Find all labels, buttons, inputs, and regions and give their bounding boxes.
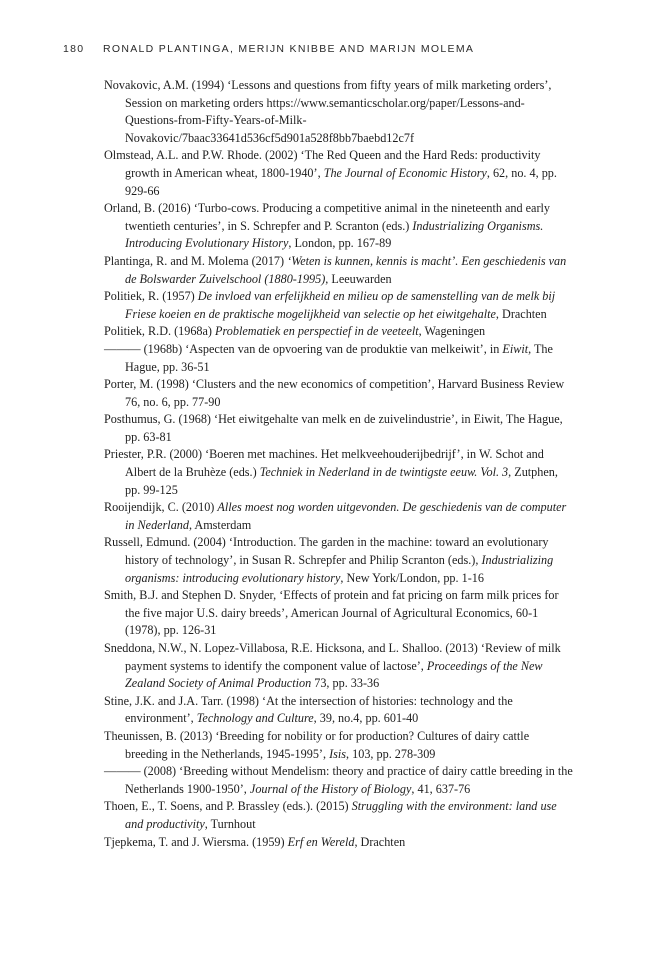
reference-title-italic: De invloed van erfelijkheid en milieu op de samenstelling van de melk bij Friese koeien en de praktische mogelijkheid van selectie op het eiwitgehalte xyxy=(125,289,556,321)
running-head-authors: RONALD PLANTINGA, MERIJN KNIBBE AND MARIJN MOLEMA xyxy=(103,43,475,55)
running-head xyxy=(63,43,623,55)
reference-text: , Turnhout xyxy=(204,816,256,831)
reference-text: , Leeuwarden xyxy=(325,271,392,286)
reference-title-italic: Struggling with the environment: land use and productivity xyxy=(125,799,557,831)
reference-text: , New York/London, pp. 1-16 xyxy=(340,570,484,585)
reference-text: 73, pp. 33-36 xyxy=(311,676,380,691)
reference-text: Politiek, R.D. (1968a) xyxy=(104,324,216,339)
reference-text: , 39, no.4, pp. 601-40 xyxy=(313,711,419,726)
reference-text: Rooijendijk, C. (2010) xyxy=(104,500,218,515)
reference-entry xyxy=(104,288,574,323)
reference-title-italic: Industrializing Organisms. Introducing Evolutionary History xyxy=(125,218,544,251)
reference-text: Theunissen, B. (2013) ‘Breeding for nobility or for production? Cultures of dairy cattle breeding in the Netherlands, 1945-1995’, xyxy=(104,728,530,761)
reference-text: , 103, pp. 278-309 xyxy=(346,746,436,761)
reference-entry xyxy=(104,411,574,446)
reference-text: Orland, B. (2016) ‘Turbo-cows. Producing a competitive animal in the nineteenth and early twentieth centuries’, in S. Schrepfer and P. Scranton (eds.) xyxy=(104,201,550,233)
reference-title-italic: Techniek in Nederland in de twintigste eeuw. Vol. 3 xyxy=(259,465,509,480)
reference-entry xyxy=(104,77,574,147)
reference-title-italic: Alles moest nog worden uitgevonden. De geschiedenis van de computer in Nederland xyxy=(125,500,567,532)
reference-text: Novakovic, A.M. (1994) ‘Lessons and questions from fifty years of milk marketing orders’, Session on marketing orders https://www.semanticscholar.org/paper/Lessons-and-Questions-from-Fifty-Years-of-Milk-Novakovic/7baac33641d536cf5d901a528f8bb7baebd12c7f xyxy=(104,78,552,145)
reference-text: , Drachten xyxy=(495,306,547,321)
reference-entry xyxy=(104,499,574,534)
reference-text: Thoen, E., T. Soens, and P. Brassley (eds.). (2015) xyxy=(104,799,352,814)
reference-title-italic: Isis xyxy=(329,746,347,761)
reference-title-italic: Eiwit xyxy=(502,341,529,356)
reference-title-italic: Proceedings of the New Zealand Society of Animal Production xyxy=(125,658,543,691)
reference-entry xyxy=(104,147,574,200)
reference-title-italic: The Journal of Economic History xyxy=(323,165,487,180)
reference-entry xyxy=(104,834,574,852)
reference-title-italic: Erf en Wereld xyxy=(287,834,355,849)
reference-entry xyxy=(104,763,574,798)
reference-entry xyxy=(104,376,574,411)
reference-entry xyxy=(104,323,574,341)
reference-title-italic: ‘Weten is kunnen, kennis is macht’. Een geschiedenis van de Bolswarder Zuivelschool (1880-1995) xyxy=(125,253,567,286)
reference-title-italic: Technology and Culture xyxy=(196,711,314,726)
reference-text: Smith, B.J. and Stephen D. Snyder, ‘Effects of protein and fat pricing on farm milk prices for the five major U.S. dairy breeds’, American Journal of Agricultural Economics, 60-1 (1978), pp. 126-31 xyxy=(104,588,559,638)
reference-text: Russell, Edmund. (2004) ‘Introduction. The garden in the machine: toward an evolutionary history of technology’, in Susan R. Schrepfer and Philip Scranton (eds.), xyxy=(104,535,549,568)
reference-text: , Amsterdam xyxy=(188,517,252,532)
reference-text: Politiek, R. (1957) xyxy=(104,289,198,304)
reference-text: ——— (2008) ‘Breeding without Mendelism: theory and practice of dairy cattle breeding in the Netherlands 1900-1950’, xyxy=(104,764,573,796)
reference-text: , Zutphen, pp. 99-125 xyxy=(125,465,558,497)
reference-text: , 62, no. 4, pp. 929-66 xyxy=(125,165,557,198)
reference-text: , Drachten xyxy=(354,834,406,849)
reference-text: Priester, P.R. (2000) ‘Boeren met machines. Het melkveehouderijbedrijf’, in W. Schot and Albert de la Bruhèze (eds.) xyxy=(104,447,544,480)
reference-text: Posthumus, G. (1968) ‘Het eiwitgehalte van melk en de zuivelindustrie’, in Eiwit, The Hague, pp. 63-81 xyxy=(104,412,563,444)
reference-title-italic: Journal of the History of Biology xyxy=(249,781,412,796)
page-number: 180 xyxy=(63,43,85,55)
reference-entry xyxy=(104,728,574,763)
reference-text: , Wageningen xyxy=(418,324,486,339)
reference-text: ——— (1968b) ‘Aspecten van de opvoering van de produktie van melkeiwit’, in xyxy=(104,341,503,356)
reference-entry xyxy=(104,798,574,833)
reference-text: Stine, J.K. and J.A. Tarr. (1998) ‘At the intersection of histories: technology and the environment’, xyxy=(104,693,513,726)
reference-text: , 41, 637-76 xyxy=(411,781,471,796)
reference-text: Olmstead, A.L. and P.W. Rhode. (2002) ‘The Red Queen and the Hard Reds: productivity growth in American wheat, 1800-1940’, xyxy=(104,148,541,180)
reference-entry xyxy=(104,587,574,640)
reference-text: Tjepkema, T. and J. Wiersma. (1959) xyxy=(104,834,288,849)
reference-entry xyxy=(104,253,574,288)
reference-text: Sneddona, N.W., N. Lopez-Villabosa, R.E. Hicksona, and L. Shalloo. (2013) ‘Review of milk payment systems to identify the component value of lactose’, xyxy=(104,641,561,673)
reference-text: Plantinga, R. and M. Molema (2017) xyxy=(104,253,288,268)
reference-text: , The Hague, pp. 36-51 xyxy=(125,341,553,374)
reference-title-italic: Industrializing organisms: introducing evolutionary history xyxy=(125,553,554,585)
reference-entry xyxy=(104,341,574,376)
reference-title-italic: Problematiek en perspectief in de veeteelt xyxy=(215,324,419,339)
bibliography-list xyxy=(104,77,574,851)
reference-entry xyxy=(104,534,574,587)
reference-text: Porter, M. (1998) ‘Clusters and the new economics of competition’, Harvard Business Review 76, no. 6, pp. 77-90 xyxy=(104,377,565,409)
reference-text: , London, pp. 167-89 xyxy=(288,236,392,251)
reference-entry xyxy=(104,640,574,693)
reference-entry xyxy=(104,200,574,253)
reference-entry xyxy=(104,693,574,728)
reference-entry xyxy=(104,446,574,499)
